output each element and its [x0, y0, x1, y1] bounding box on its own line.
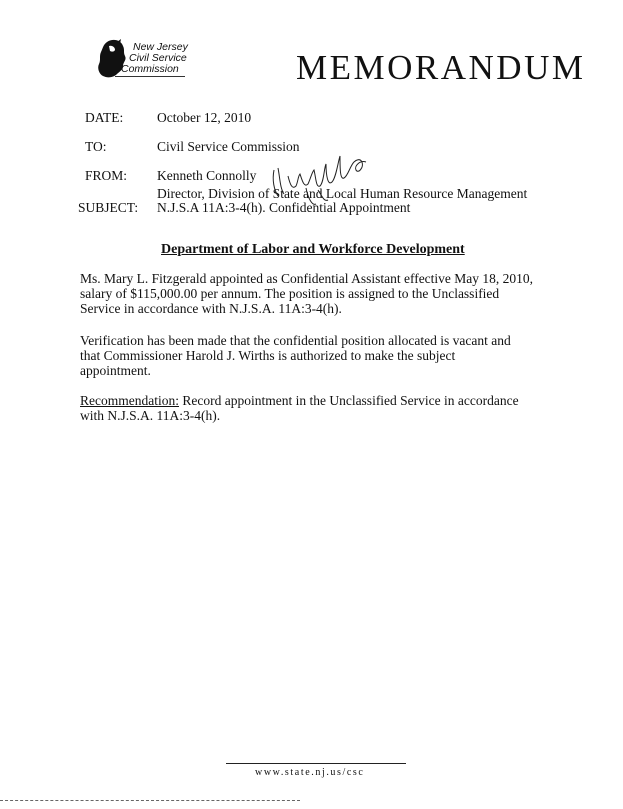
org-name-line3: Commission — [121, 63, 179, 75]
subject-value: N.J.S.A 11A:3-4(h). Confidential Appointment — [157, 200, 411, 215]
org-name — [119, 42, 188, 75]
recommendation-label: Recommendation: — [80, 393, 179, 408]
memo-title: MEMORANDUM — [296, 48, 586, 87]
paragraph-line: that Commissioner Harold J. Wirths is authorized to make the subject — [80, 348, 456, 363]
recommendation-line — [80, 393, 560, 408]
date-label: DATE: — [85, 110, 124, 125]
paragraph-line: Service in accordance with N.J.S.A. 11A:3-4(h). — [80, 301, 342, 316]
date-row — [85, 110, 555, 126]
to-label: TO: — [85, 139, 107, 154]
from-label: FROM: — [85, 168, 128, 183]
handwritten-signature — [266, 148, 386, 210]
paragraph-verification — [80, 333, 560, 378]
paragraph-line: Ms. Mary L. Fitzgerald appointed as Confidential Assistant effective May 18, 2010, — [80, 271, 534, 286]
org-name-line1: New Jersey — [133, 41, 188, 53]
logo-underline — [115, 76, 185, 77]
paragraph-line: appointment. — [80, 363, 151, 378]
page-bottom-edge — [0, 800, 300, 801]
from-title: Director, Division of State and Local Human Resource Management — [157, 186, 528, 201]
paragraph-line: Verification has been made that the confidential position allocated is vacant and — [80, 333, 511, 348]
recommendation-text: Record appointment in the Unclassified Service in accordance — [178, 393, 519, 408]
paragraph-appointment — [80, 271, 560, 316]
to-value: Civil Service Commission — [157, 139, 300, 154]
department-heading: Department of Labor and Workforce Development — [161, 242, 465, 257]
footer-divider — [226, 763, 406, 764]
footer-url: www.state.nj.us/csc — [255, 767, 365, 778]
from-name: Kenneth Connolly — [157, 168, 257, 183]
subject-label: SUBJECT: — [78, 200, 139, 215]
nj-csc-logo — [93, 36, 213, 82]
paragraph-recommendation — [80, 393, 560, 423]
paragraph-line: salary of $115,000.00 per annum. The position is assigned to the Unclassified — [80, 286, 500, 301]
org-name-line2: Civil Service — [129, 52, 187, 64]
paragraph-line: with N.J.S.A. 11A:3-4(h). — [80, 408, 221, 423]
date-value: October 12, 2010 — [157, 110, 252, 125]
